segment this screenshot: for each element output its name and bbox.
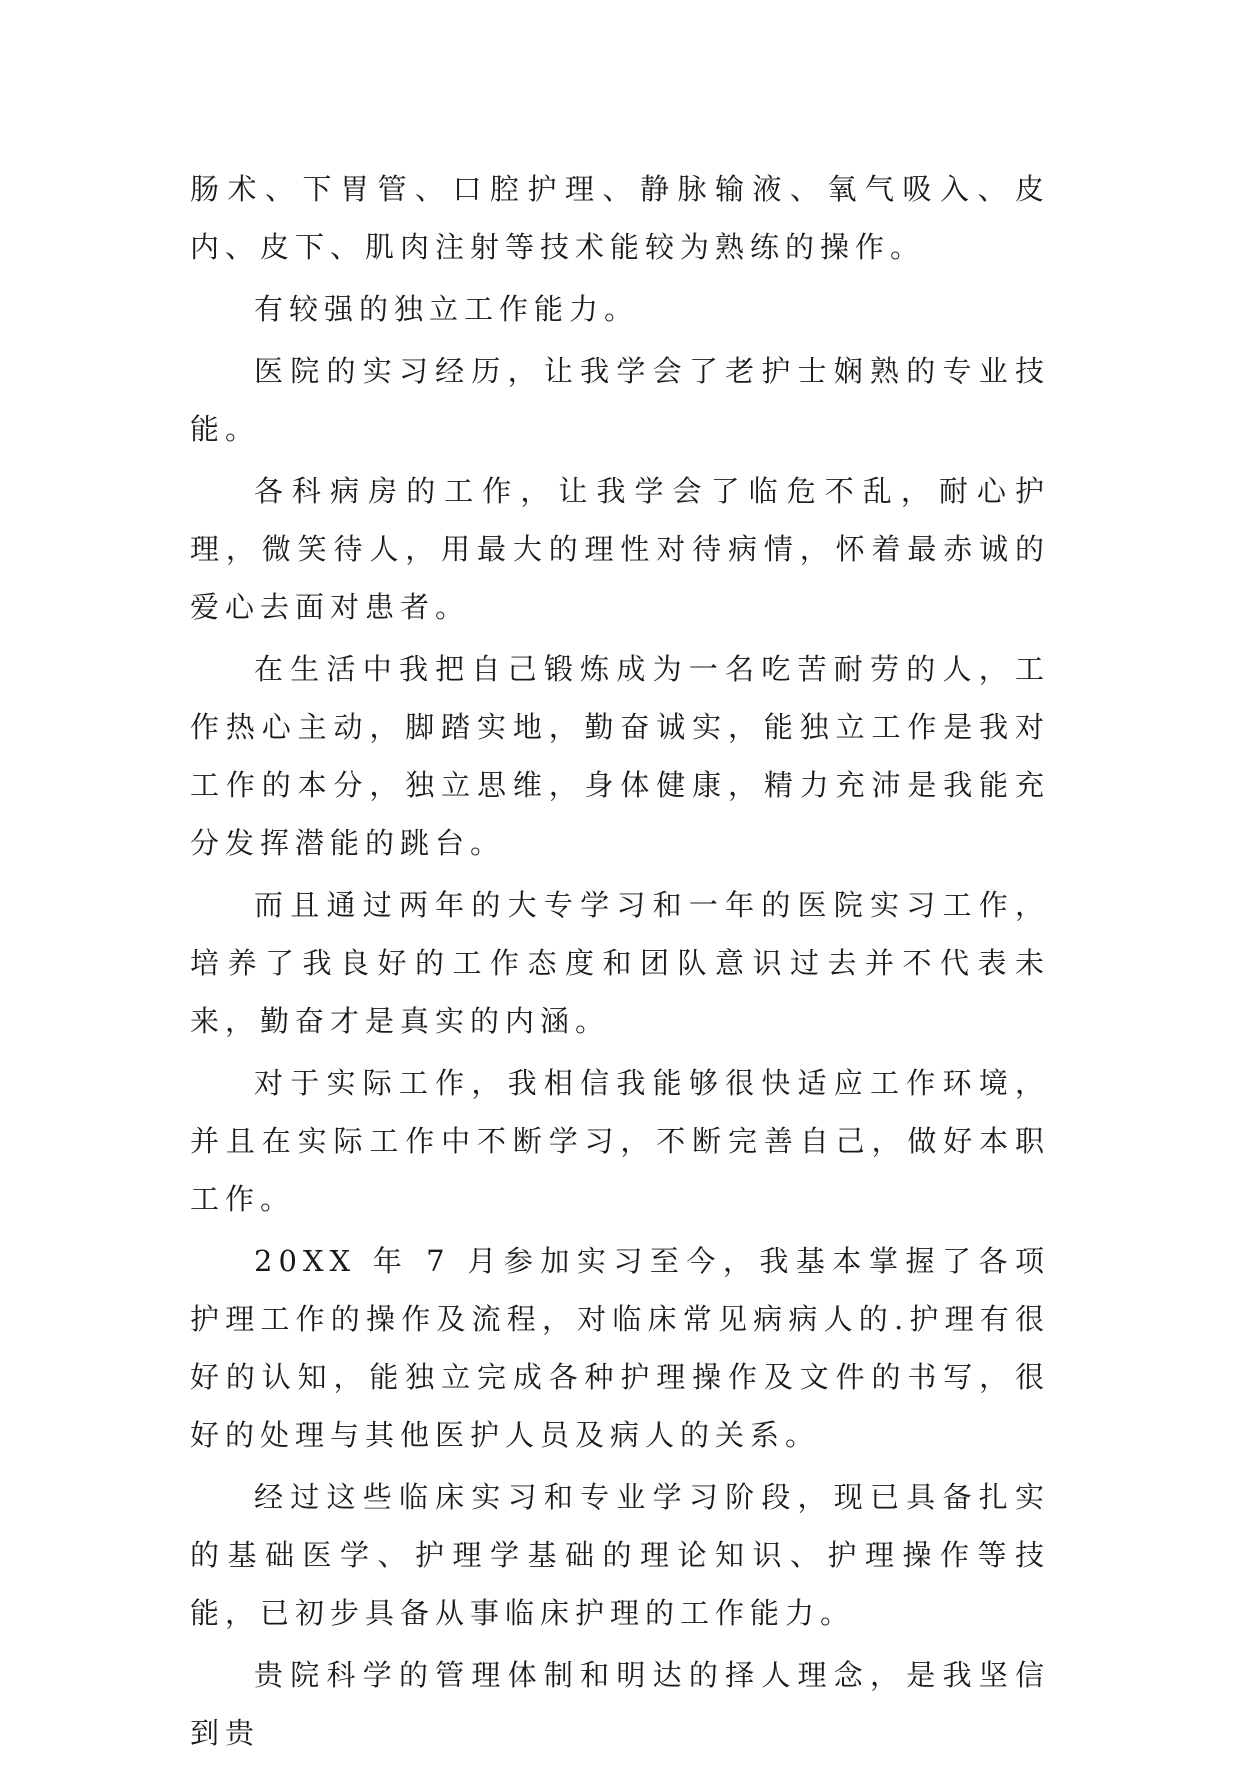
paragraph-3: 医院的实习经历，让我学会了老护士娴熟的专业技能。 <box>190 354 1050 446</box>
paragraph-4: 各科病房的工作，让我学会了临危不乱，耐心护理，微笑待人，用最大的理性对待病情，怀着最赤诚的爱心去面对患者。 <box>190 474 1050 624</box>
paragraph-10: 贵院科学的管理体制和明达的择人理念，是我坚信到贵 <box>190 1658 1050 1750</box>
document-body <box>190 160 1050 1766</box>
paragraph-5: 在生活中我把自己锻炼成为一名吃苦耐劳的人，工作热心主动，脚踏实地，勤奋诚实，能独立工作是我对工作的本分，独立思维，身体健康，精力充沛是我能充分发挥潜能的跳台。 <box>190 652 1050 860</box>
paragraph-1: 肠术、下胃管、口腔护理、静脉输液、氧气吸入、皮内、皮下、肌肉注射等技术能较为熟练的操作。 <box>190 172 1050 264</box>
paragraph-8: 20XX 年 7 月参加实习至今，我基本掌握了各项护理工作的操作及流程，对临床常见病病人的.护理有很好的认知，能独立完成各种护理操作及文件的书写，很好的处理与其他医护人员及病人的关系。 <box>190 1244 1050 1452</box>
paragraph-2: 有较强的独立工作能力。 <box>254 292 640 326</box>
paragraph-6: 而且通过两年的大专学习和一年的医院实习工作，培养了我良好的工作态度和团队意识过去并不代表未来，勤奋才是真实的内涵。 <box>190 888 1050 1038</box>
paragraph-7: 对于实际工作，我相信我能够很快适应工作环境，并且在实际工作中不断学习，不断完善自己，做好本职工作。 <box>190 1066 1050 1216</box>
paragraph-9: 经过这些临床实习和专业学习阶段，现已具备扎实的基础医学、护理学基础的理论知识、护理操作等技能，已初步具备从事临床护理的工作能力。 <box>190 1480 1050 1630</box>
